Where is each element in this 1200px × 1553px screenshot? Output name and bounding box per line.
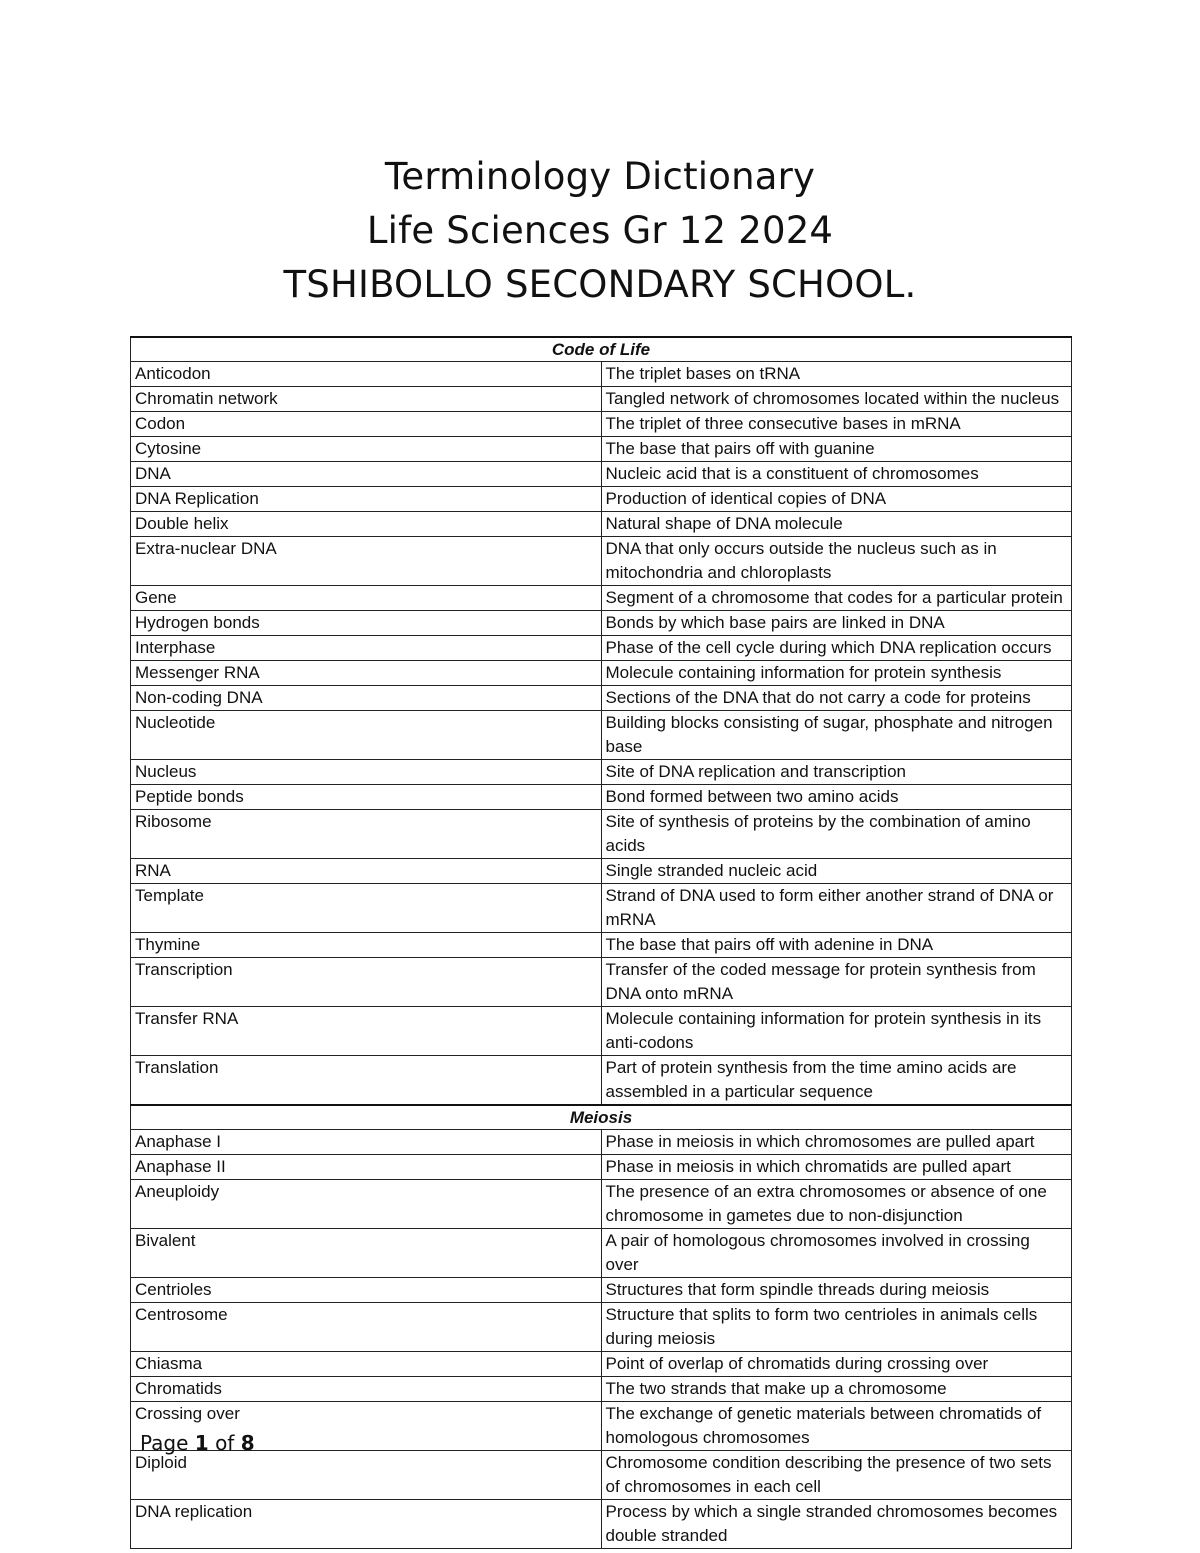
term-cell: Transcription xyxy=(131,958,602,1007)
table-row xyxy=(131,661,1072,686)
definition-cell: Part of protein synthesis from the time amino acids are assembled in a particular sequence xyxy=(601,1056,1072,1106)
term-cell: RNA xyxy=(131,859,602,884)
table-row xyxy=(131,884,1072,933)
term-cell: Translation xyxy=(131,1056,602,1106)
table-row xyxy=(131,1402,1072,1451)
table-row xyxy=(131,785,1072,810)
table-row xyxy=(131,1229,1072,1278)
definition-cell: Strand of DNA used to form either another strand of DNA or mRNA xyxy=(601,884,1072,933)
term-cell: Centrioles xyxy=(131,1278,602,1303)
table-row xyxy=(131,810,1072,859)
definition-cell: Molecule containing information for protein synthesis in its anti-codons xyxy=(601,1007,1072,1056)
definition-cell: The base that pairs off with guanine xyxy=(601,437,1072,462)
table-row xyxy=(131,711,1072,760)
definition-cell: The triplet of three consecutive bases in mRNA xyxy=(601,412,1072,437)
definition-cell: Site of synthesis of proteins by the combination of amino acids xyxy=(601,810,1072,859)
definition-cell: Segment of a chromosome that codes for a particular protein xyxy=(601,586,1072,611)
table-row xyxy=(131,1278,1072,1303)
terminology-table xyxy=(130,336,1072,1549)
definition-cell: Site of DNA replication and transcription xyxy=(601,760,1072,785)
section-header-row xyxy=(131,337,1072,362)
definition-cell: Chromosome condition describing the presence of two sets of chromosomes in each cell xyxy=(601,1451,1072,1500)
term-cell: Crossing over xyxy=(131,1402,602,1451)
definition-cell: The triplet bases on tRNA xyxy=(601,362,1072,387)
definition-cell: Production of identical copies of DNA xyxy=(601,487,1072,512)
table-row xyxy=(131,1352,1072,1377)
term-cell: Transfer RNA xyxy=(131,1007,602,1056)
table-row xyxy=(131,1500,1072,1549)
table-row xyxy=(131,958,1072,1007)
table-row xyxy=(131,1056,1072,1106)
term-cell: Cytosine xyxy=(131,437,602,462)
definition-cell: Sections of the DNA that do not carry a code for proteins xyxy=(601,686,1072,711)
table-row xyxy=(131,1451,1072,1500)
table-row xyxy=(131,933,1072,958)
definition-cell: The exchange of genetic materials between chromatids of homologous chromosomes xyxy=(601,1402,1072,1451)
term-cell: Messenger RNA xyxy=(131,661,602,686)
term-cell: DNA xyxy=(131,462,602,487)
term-cell: Nucleotide xyxy=(131,711,602,760)
definition-cell: Point of overlap of chromatids during crossing over xyxy=(601,1352,1072,1377)
term-cell: Anticodon xyxy=(131,362,602,387)
term-cell: Nucleus xyxy=(131,760,602,785)
terminology-table-body xyxy=(131,337,1072,1549)
table-row xyxy=(131,412,1072,437)
term-cell: Chiasma xyxy=(131,1352,602,1377)
definition-cell: Molecule containing information for protein synthesis xyxy=(601,661,1072,686)
table-row xyxy=(131,1007,1072,1056)
term-cell: Chromatin network xyxy=(131,387,602,412)
definition-cell: Bonds by which base pairs are linked in DNA xyxy=(601,611,1072,636)
definition-cell: Phase of the cell cycle during which DNA replication occurs xyxy=(601,636,1072,661)
table-row xyxy=(131,1303,1072,1352)
table-row xyxy=(131,437,1072,462)
definition-cell: DNA that only occurs outside the nucleus such as in mitochondria and chloroplasts xyxy=(601,537,1072,586)
definition-cell: Transfer of the coded message for protein synthesis from DNA onto mRNA xyxy=(601,958,1072,1007)
table-row xyxy=(131,362,1072,387)
document-header xyxy=(0,150,1200,312)
section-header-row xyxy=(131,1105,1072,1130)
term-cell: Bivalent xyxy=(131,1229,602,1278)
definition-cell: Structures that form spindle threads during meiosis xyxy=(601,1278,1072,1303)
term-cell: Anaphase II xyxy=(131,1155,602,1180)
term-cell: Non-coding DNA xyxy=(131,686,602,711)
definition-cell: Phase in meiosis in which chromosomes are pulled apart xyxy=(601,1130,1072,1155)
term-cell: Centrosome xyxy=(131,1303,602,1352)
page-footer xyxy=(140,1431,255,1455)
table-row xyxy=(131,1377,1072,1402)
term-cell: Double helix xyxy=(131,512,602,537)
table-row xyxy=(131,760,1072,785)
document-title: Terminology Dictionary xyxy=(384,155,816,198)
definition-cell: Phase in meiosis in which chromatids are pulled apart xyxy=(601,1155,1072,1180)
document-subtitle: Life Sciences Gr 12 2024 xyxy=(366,209,834,252)
term-cell: DNA Replication xyxy=(131,487,602,512)
term-cell: Diploid xyxy=(131,1451,602,1500)
term-cell: Aneuploidy xyxy=(131,1180,602,1229)
table-row xyxy=(131,1130,1072,1155)
table-row xyxy=(131,537,1072,586)
definition-cell: Nucleic acid that is a constituent of chromosomes xyxy=(601,462,1072,487)
definition-cell: Structure that splits to form two centrioles in animals cells during meiosis xyxy=(601,1303,1072,1352)
term-cell: Hydrogen bonds xyxy=(131,611,602,636)
definition-cell: A pair of homologous chromosomes involved in crossing over xyxy=(601,1229,1072,1278)
table-row xyxy=(131,1155,1072,1180)
term-cell: Peptide bonds xyxy=(131,785,602,810)
table-row xyxy=(131,686,1072,711)
of-label: of xyxy=(215,1431,235,1455)
term-cell: Chromatids xyxy=(131,1377,602,1402)
page-number: 1 xyxy=(194,1431,209,1455)
page-label: Page xyxy=(140,1431,189,1455)
definition-cell: Natural shape of DNA molecule xyxy=(601,512,1072,537)
term-cell: Interphase xyxy=(131,636,602,661)
definition-cell: The two strands that make up a chromosome xyxy=(601,1377,1072,1402)
school-name: TSHIBOLLO SECONDARY SCHOOL. xyxy=(283,263,917,306)
section-heading: Code of Life xyxy=(131,337,1072,362)
table-row xyxy=(131,611,1072,636)
table-row xyxy=(131,636,1072,661)
table-row xyxy=(131,462,1072,487)
definition-cell: Tangled network of chromosomes located within the nucleus xyxy=(601,387,1072,412)
page-total: 8 xyxy=(240,1431,255,1455)
definition-cell: The base that pairs off with adenine in DNA xyxy=(601,933,1072,958)
term-cell: Gene xyxy=(131,586,602,611)
definition-cell: Building blocks consisting of sugar, phosphate and nitrogen base xyxy=(601,711,1072,760)
definition-cell: Process by which a single stranded chromosomes becomes double stranded xyxy=(601,1500,1072,1549)
term-cell: Thymine xyxy=(131,933,602,958)
definition-cell: The presence of an extra chromosomes or absence of one chromosome in gametes due to non-disjunction xyxy=(601,1180,1072,1229)
table-row xyxy=(131,586,1072,611)
table-row xyxy=(131,859,1072,884)
table-row xyxy=(131,512,1072,537)
definition-cell: Single stranded nucleic acid xyxy=(601,859,1072,884)
term-cell: Extra-nuclear DNA xyxy=(131,537,602,586)
section-heading: Meiosis xyxy=(131,1105,1072,1130)
table-row xyxy=(131,487,1072,512)
definition-cell: Bond formed between two amino acids xyxy=(601,785,1072,810)
term-cell: Anaphase I xyxy=(131,1130,602,1155)
term-cell: DNA replication xyxy=(131,1500,602,1549)
term-cell: Template xyxy=(131,884,602,933)
term-cell: Codon xyxy=(131,412,602,437)
term-cell: Ribosome xyxy=(131,810,602,859)
table-row xyxy=(131,387,1072,412)
table-row xyxy=(131,1180,1072,1229)
